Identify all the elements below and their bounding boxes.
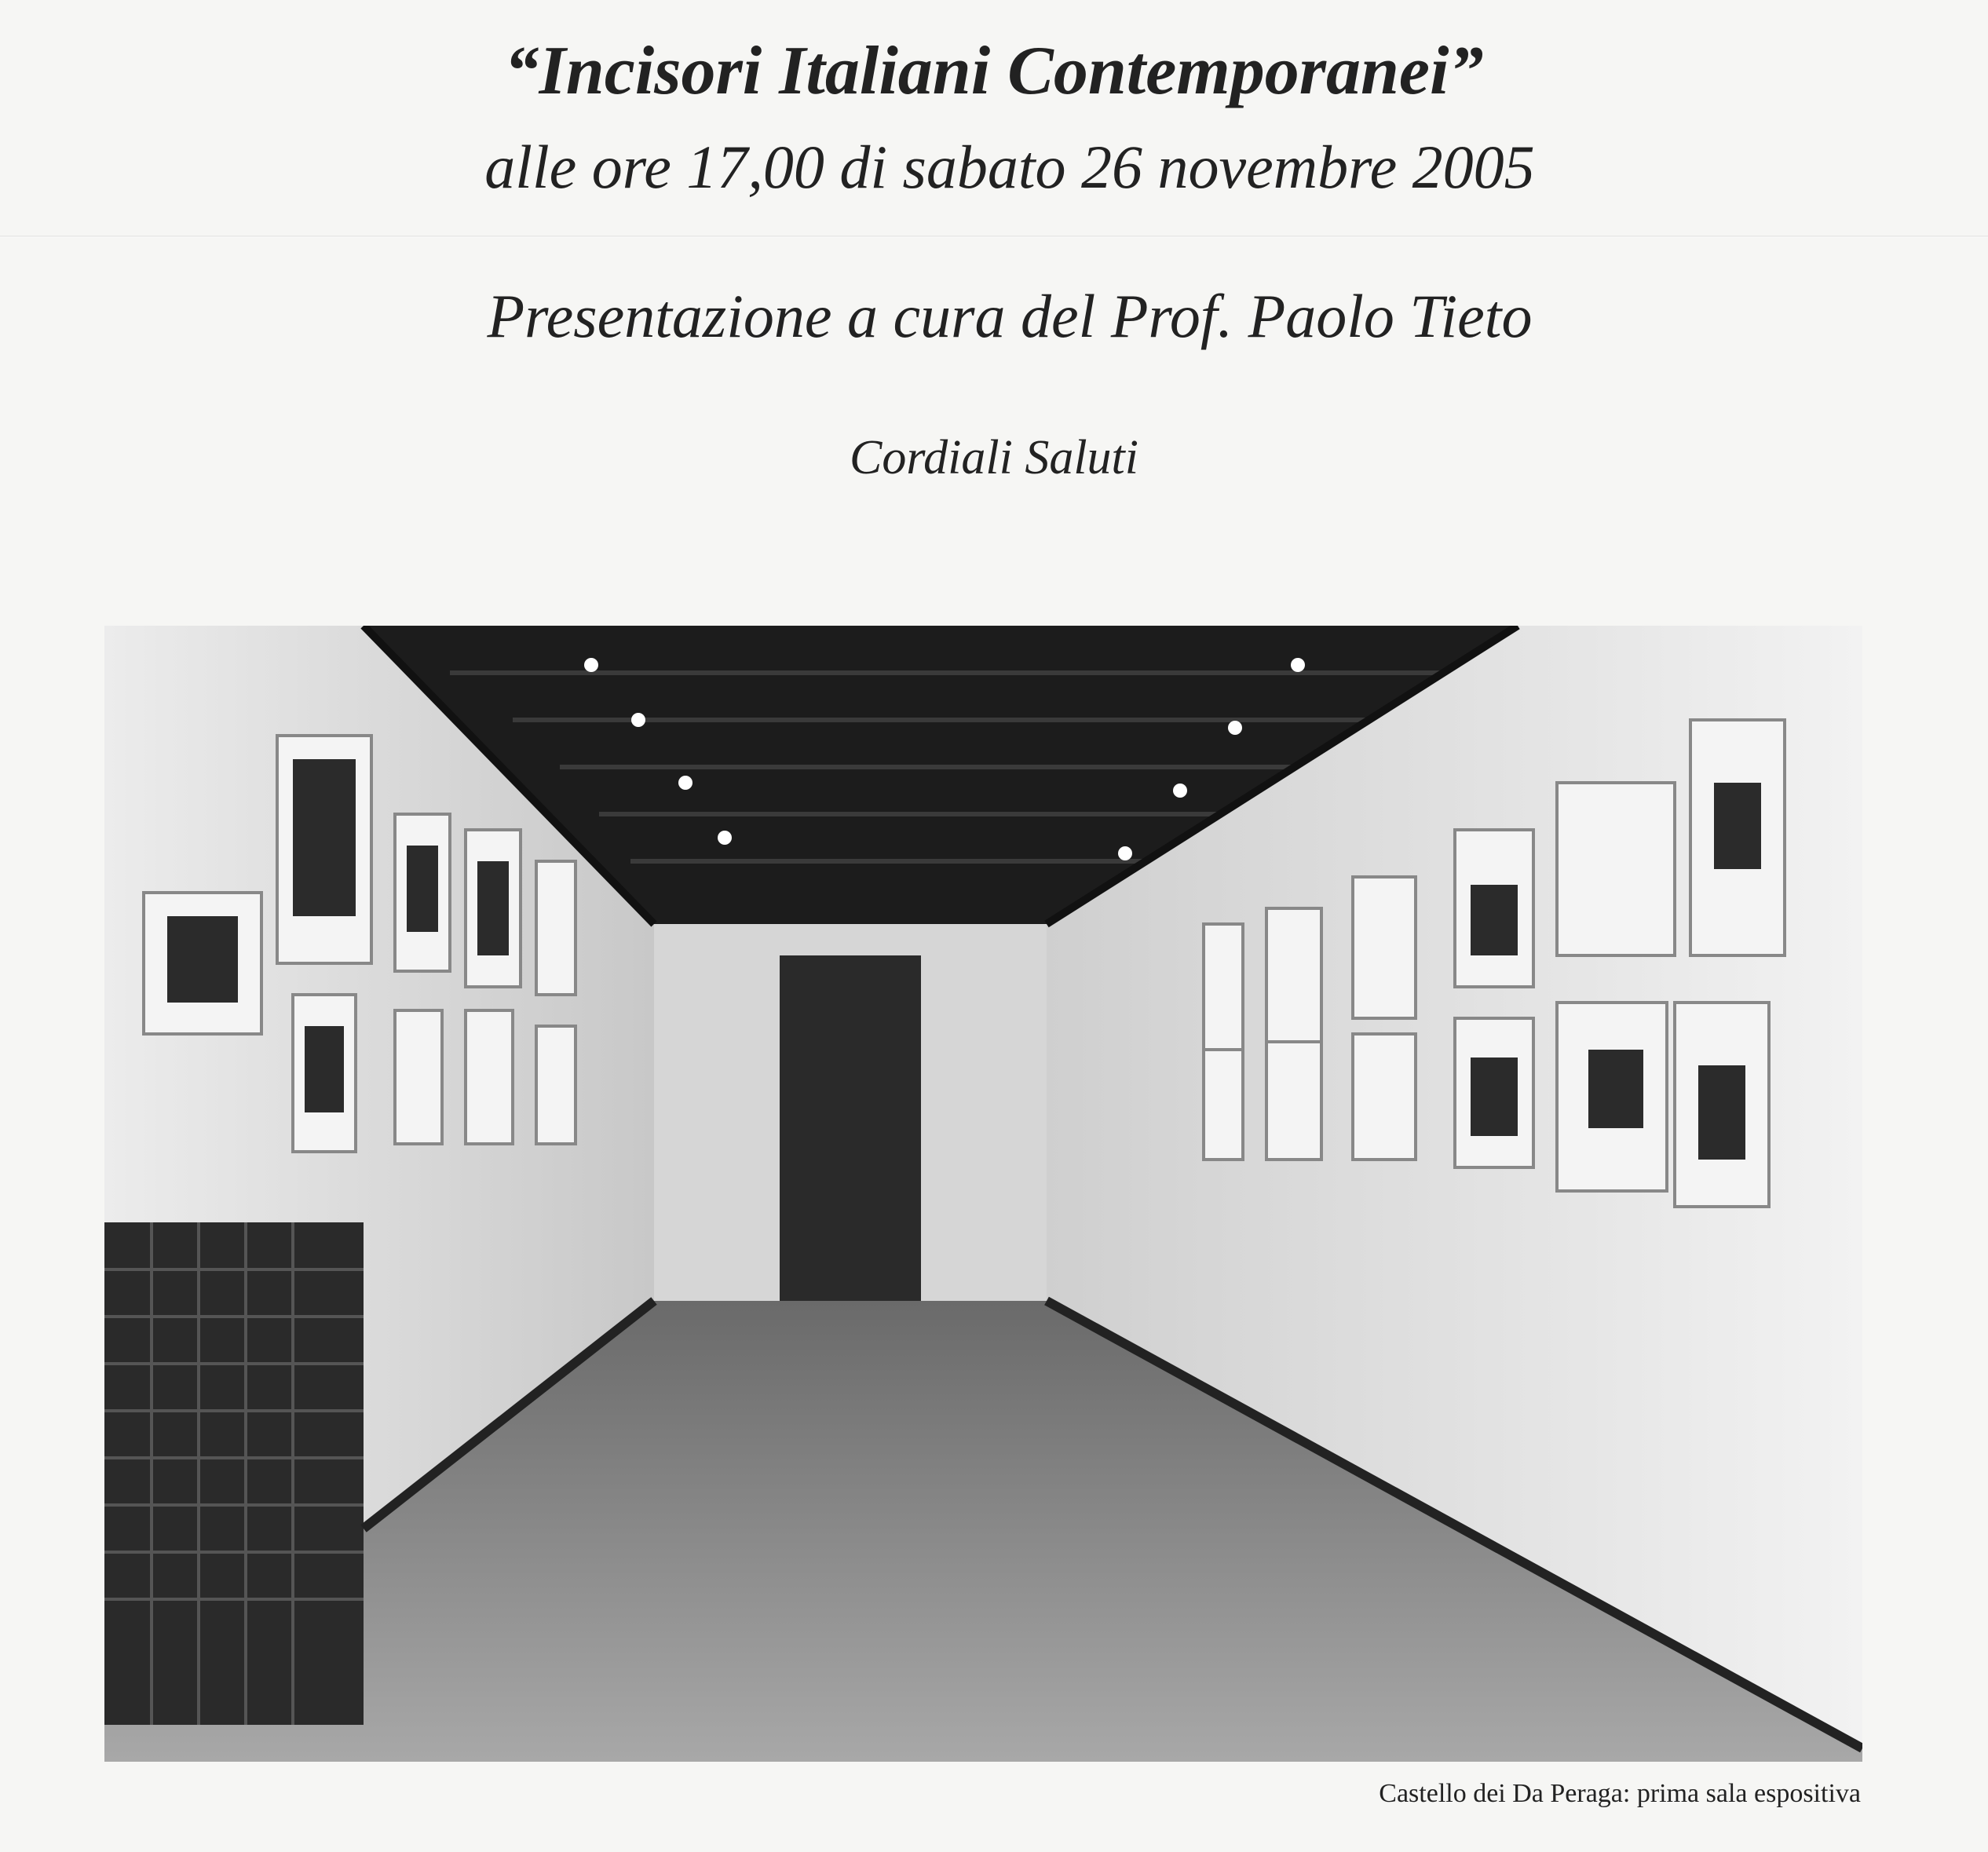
gallery-photo-illustration: [104, 626, 1862, 1762]
presenter-line: Presentazione a cura del Prof. Paolo Tieto: [487, 282, 1533, 350]
gallery-photo: [104, 626, 1862, 1762]
exhibition-title: “Incisori Italiani Contemporanei”: [504, 33, 1484, 109]
closing-greeting: Cordiali Saluti: [849, 431, 1139, 484]
photo-caption: Castello dei Da Peraga: prima sala espositiva: [1379, 1779, 1861, 1808]
event-date-line: alle ore 17,00 di sabato 26 novembre 2005: [484, 133, 1535, 201]
paper-fold-line: [0, 236, 1988, 238]
